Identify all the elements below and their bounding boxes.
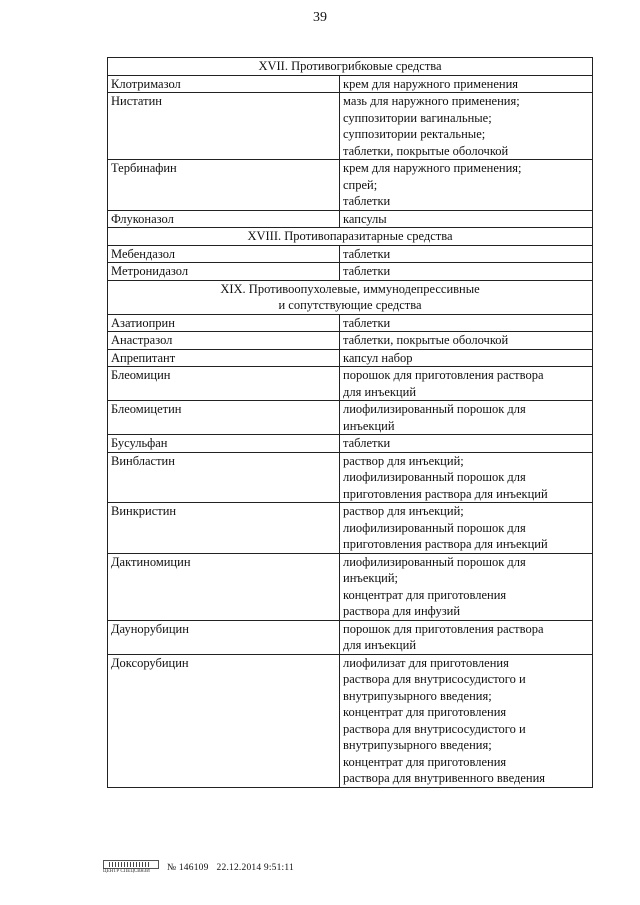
page-number: 39 bbox=[313, 10, 327, 25]
drug-name: Дактиномицин bbox=[108, 553, 340, 620]
drug-row bbox=[108, 210, 593, 228]
dosage-form-line: лиофилизат для приготовления bbox=[343, 655, 509, 670]
dosage-forms bbox=[340, 75, 593, 93]
drug-name: Апрепитант bbox=[108, 349, 340, 367]
drug-row bbox=[108, 503, 593, 554]
drug-name: Блеомицин bbox=[108, 367, 340, 401]
drug-row bbox=[108, 160, 593, 211]
registry-stamp-icon bbox=[103, 860, 159, 875]
dosage-forms bbox=[340, 332, 593, 350]
dosage-forms bbox=[340, 93, 593, 160]
drug-row bbox=[108, 435, 593, 453]
dosage-form-line: капсул набор bbox=[343, 350, 413, 365]
drug-name: Блеомицетин bbox=[108, 401, 340, 435]
dosage-forms bbox=[340, 452, 593, 503]
dosage-form-line: раствор для инъекций; bbox=[343, 504, 464, 518]
drug-name: Флуконазол bbox=[108, 210, 340, 228]
dosage-forms bbox=[340, 654, 593, 787]
drug-name: Тербинафин bbox=[108, 160, 340, 211]
drug-name: Бусульфан bbox=[108, 435, 340, 453]
drug-row bbox=[108, 367, 593, 401]
drug-row bbox=[108, 332, 593, 350]
dosage-forms bbox=[340, 553, 593, 620]
dosage-form-line: лиофилизированный порошок для bbox=[343, 554, 526, 569]
section-title bbox=[108, 228, 593, 246]
dosage-form-line: раствора для внутрисосудистого и bbox=[343, 672, 526, 686]
drug-row bbox=[108, 620, 593, 654]
dosage-forms bbox=[340, 160, 593, 211]
drug-name: Мебендазол bbox=[108, 245, 340, 263]
dosage-form-line: приготовления раствора для инъекций bbox=[343, 537, 548, 551]
section-header-row bbox=[108, 228, 593, 246]
drug-name: Даунорубицин bbox=[108, 620, 340, 654]
dosage-form-line: концентрат для приготовления bbox=[343, 705, 507, 719]
drug-name: Винкристин bbox=[108, 503, 340, 554]
drug-row bbox=[108, 553, 593, 620]
drug-name: Клотримазол bbox=[108, 75, 340, 93]
dosage-form-line: концентрат для приготовления bbox=[343, 754, 507, 769]
drug-name: Винбластин bbox=[108, 452, 340, 503]
document-footer bbox=[103, 860, 294, 875]
stamp-caption: ЦЕНТР СПЕЦСВЯЗИ bbox=[103, 869, 150, 874]
dosage-form-line: приготовления раствора для инъекций bbox=[343, 486, 548, 501]
section-title-line: и сопутствующие средства bbox=[278, 298, 422, 312]
drug-row bbox=[108, 263, 593, 281]
drug-name: Метронидазол bbox=[108, 263, 340, 281]
dosage-form-line: крем для наружного применения bbox=[343, 76, 519, 91]
dosage-forms bbox=[340, 503, 593, 554]
dosage-form-line: таблетки bbox=[343, 436, 391, 450]
drug-name: Азатиоприн bbox=[108, 314, 340, 332]
dosage-form-line: раствора для внутрисосудистого и bbox=[343, 721, 526, 736]
dosage-form-line: для инъекций bbox=[343, 638, 417, 652]
drug-row bbox=[108, 349, 593, 367]
dosage-forms bbox=[340, 314, 593, 332]
dosage-form-line: внутрипузырного введения; bbox=[343, 738, 492, 752]
dosage-form-line: лиофилизированный порошок для bbox=[343, 470, 526, 484]
dosage-form-line: таблетки bbox=[343, 264, 391, 278]
dosage-form-line: концентрат для приготовления bbox=[343, 587, 507, 602]
dosage-form-line: лиофилизированный порошок для bbox=[343, 402, 526, 416]
dosage-form-line: капсулы bbox=[343, 211, 387, 226]
dosage-form-line: раствора для внутривенного введения bbox=[343, 771, 546, 785]
dosage-form-line: раствора для инфузий bbox=[343, 604, 461, 618]
dosage-forms bbox=[340, 210, 593, 228]
drug-name: Анастразол bbox=[108, 332, 340, 350]
drug-row bbox=[108, 401, 593, 435]
dosage-form-line: инъекций bbox=[343, 418, 395, 433]
document-number: № 146109 bbox=[167, 862, 209, 873]
dosage-form-line: суппозитории вагинальные; bbox=[343, 110, 492, 125]
dosage-forms bbox=[340, 263, 593, 281]
section-title bbox=[108, 280, 593, 314]
dosage-form-line: для инъекций bbox=[343, 384, 417, 399]
section-title-line: XIX. Противоопухолевые, иммунодепрессивные bbox=[220, 281, 480, 296]
dosage-form-line: таблетки, покрытые оболочкой bbox=[343, 333, 509, 347]
section-title bbox=[108, 58, 593, 76]
section-title-line: XVIII. Противопаразитарные средства bbox=[247, 229, 453, 243]
drug-row bbox=[108, 245, 593, 263]
dosage-forms bbox=[340, 620, 593, 654]
dosage-form-line: инъекций; bbox=[343, 571, 399, 585]
drug-row bbox=[108, 75, 593, 93]
dosage-forms bbox=[340, 435, 593, 453]
drug-row bbox=[108, 452, 593, 503]
dosage-form-line: суппозитории ректальные; bbox=[343, 127, 486, 141]
dosage-forms bbox=[340, 349, 593, 367]
dosage-forms bbox=[340, 401, 593, 435]
dosage-form-line: внутрипузырного введения; bbox=[343, 688, 492, 703]
dosage-forms bbox=[340, 245, 593, 263]
drug-list-table bbox=[107, 57, 593, 788]
drug-row bbox=[108, 654, 593, 787]
dosage-form-line: таблетки, покрытые оболочкой bbox=[343, 143, 509, 158]
dosage-form-line: порошок для приготовления раствора bbox=[343, 368, 544, 382]
dosage-form-line: таблетки bbox=[343, 246, 391, 261]
dosage-form-line: крем для наружного применения; bbox=[343, 161, 522, 175]
section-header-row bbox=[108, 58, 593, 76]
section-title-line: XVII. Противогрибковые средства bbox=[258, 59, 442, 73]
dosage-form-line: мазь для наружного применения; bbox=[343, 94, 520, 108]
dosage-form-line: таблетки bbox=[343, 315, 391, 330]
dosage-forms bbox=[340, 367, 593, 401]
drug-name: Нистатин bbox=[108, 93, 340, 160]
dosage-form-line: спрей; bbox=[343, 177, 378, 192]
dosage-form-line: порошок для приготовления раствора bbox=[343, 621, 544, 636]
dosage-form-line: таблетки bbox=[343, 194, 391, 208]
drug-row bbox=[108, 93, 593, 160]
drug-row bbox=[108, 314, 593, 332]
dosage-form-line: лиофилизированный порошок для bbox=[343, 520, 526, 535]
dosage-form-line: раствор для инъекций; bbox=[343, 453, 464, 468]
section-header-row bbox=[108, 280, 593, 314]
document-timestamp: 22.12.2014 9:51:11 bbox=[216, 862, 294, 873]
drug-name: Доксорубицин bbox=[108, 654, 340, 787]
